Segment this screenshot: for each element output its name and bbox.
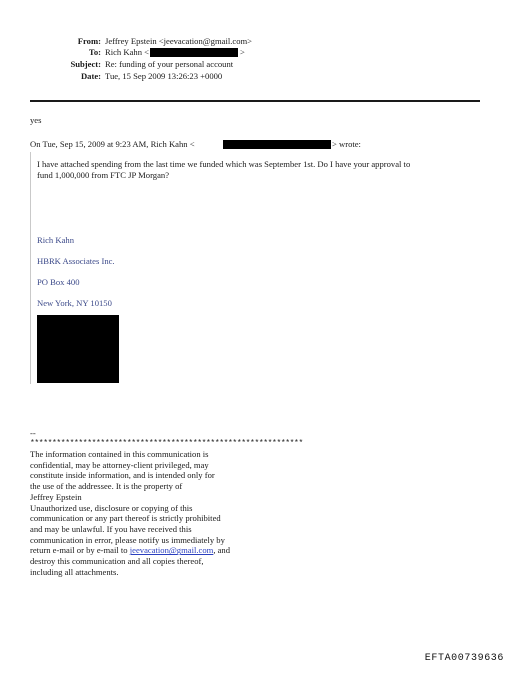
redaction-box xyxy=(37,315,119,383)
from-label: From: xyxy=(77,36,101,46)
disclaimer-line: Unauthorized use, disclosure or copying of this xyxy=(30,502,193,513)
disclaimer-text xyxy=(30,449,330,577)
disclaimer-line: Jeffrey Epstein xyxy=(30,491,82,502)
disclaimer-line: constitute inside information, and is intended only for xyxy=(30,470,215,481)
disclaimer-line: the use of the addressee. It is the property of xyxy=(30,481,183,492)
quote-intro xyxy=(30,139,195,150)
disclaimer-line: The information contained in this communication is xyxy=(30,449,209,459)
disclaimer-line: and may be unlawful. If you have received this xyxy=(30,523,192,534)
quote-bar xyxy=(30,152,31,384)
quoted-line-2: fund 1,000,000 from FTC JP Morgan? xyxy=(37,170,170,180)
header-divider xyxy=(30,100,480,102)
disclaimer-line-email xyxy=(30,545,330,556)
subject-label: Subject: xyxy=(70,59,101,69)
subject-value: Re: funding of your personal account xyxy=(105,59,234,69)
signature-city: New York, NY 10150 xyxy=(37,298,112,308)
disclaimer-line: destroy this communication and all copies thereof, xyxy=(30,556,204,567)
to-value-suffix: > xyxy=(240,47,245,57)
date-label: Date: xyxy=(80,71,101,81)
to-value-prefix: Rich Kahn < xyxy=(105,47,149,57)
signature-name: Rich Kahn xyxy=(37,235,74,245)
to-label: To: xyxy=(88,47,101,57)
disclaimer-line: including all attachments. xyxy=(30,566,119,577)
quote-intro-prefix: On Tue, Sep 15, 2009 at 9:23 AM, Rich Kahn < xyxy=(30,139,195,149)
email-link[interactable]: jeevacation@gmail.com xyxy=(129,545,214,556)
disclaimer-email-prefix: return e-mail or by e-mail to xyxy=(30,545,130,556)
reply-text: yes xyxy=(30,115,42,125)
from-value: Jeffrey Epstein <jeevacation@gmail.com> xyxy=(105,36,253,46)
date-value: Tue, 15 Sep 2009 13:26:23 +0000 xyxy=(105,71,223,81)
separator-dashes: -- xyxy=(30,428,36,438)
disclaimer-line: communication in error, please notify us immediately by xyxy=(30,534,225,545)
disclaimer-email-suffix: , and xyxy=(213,545,231,556)
disclaimer-line: confidential, may be attorney-client privileged, may xyxy=(30,459,209,470)
redaction-box xyxy=(223,140,331,149)
signature-po-box: PO Box 400 xyxy=(37,277,80,287)
disclaimer-line: communication or any part thereof is strictly prohibited xyxy=(30,513,221,524)
redaction-box xyxy=(150,48,238,57)
bates-number: EFTA00739636 xyxy=(424,653,504,664)
signature-company: HBRK Associates Inc. xyxy=(37,256,115,266)
quoted-line-1: I have attached spending from the last time we funded which was September 1st. Do I have your approval to xyxy=(37,159,411,169)
quote-intro-suffix: > wrote: xyxy=(332,139,361,149)
separator-stars: ************************************************************** xyxy=(30,439,303,448)
